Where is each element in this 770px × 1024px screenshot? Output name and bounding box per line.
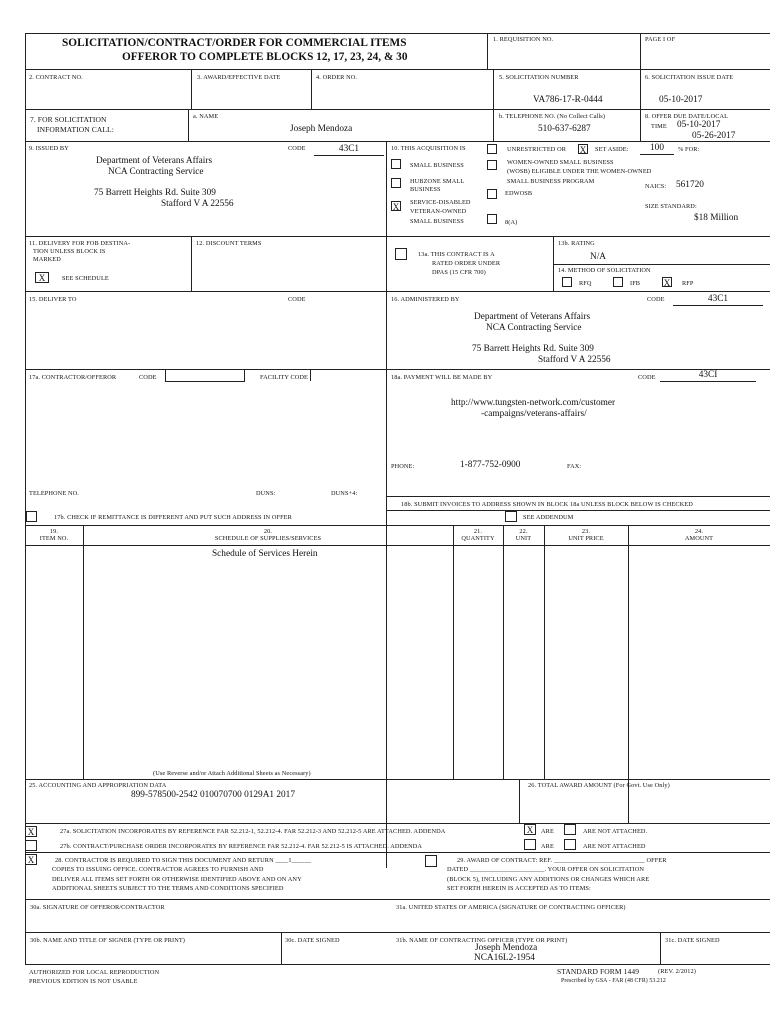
sdvosb-checkbox[interactable]: X	[392, 202, 400, 212]
contract-no-label: 2. CONTRACT NO.	[29, 74, 83, 81]
signature-offeror-label: 30a. SIGNATURE OF OFFEROR/CONTRACTOR	[30, 904, 165, 911]
see-schedule-label: SEE SCHEDULE	[62, 275, 109, 282]
col-item-no-num: 19.	[49, 528, 59, 535]
accounting-data: 899-578500-2542 010070700 0129A1 2017	[131, 790, 295, 800]
hubzone-label2: BUSINESS	[410, 186, 441, 193]
payment-label: 18a. PAYMENT WILL BE MADE BY	[391, 374, 493, 381]
clause-29-line1: 29. AWARD OF CONTRACT: REF. ____________________________ OFFER	[457, 857, 667, 864]
payment-url-line2[interactable]: -campaigns/veterans-affairs/	[481, 409, 587, 419]
for-label: % FOR:	[678, 146, 700, 153]
form-title-line1: SOLICITATION/CONTRACT/ORDER FOR COMMERCIAL ITEMS	[62, 37, 407, 49]
clause-29-line2: DATED _______________________. YOUR OFFER ON SOLICITATION	[447, 866, 645, 873]
clause-27a: 27a. SOLICITATION INCORPORATES BY REFERENCE FAR 52.212-1, 52.212-4. FAR 52.212-3 AND 52.212-5 ARE ATTACHED. ADDENDA	[60, 828, 446, 835]
submit-invoices-label: 18b. SUBMIT INVOICES TO ADDRESS SHOWN IN BLOCK 18a UNLESS BLOCK BELOW IS CHECKED	[401, 501, 693, 508]
admin-code-label: CODE	[647, 296, 665, 303]
col-unit-price: UNIT PRICE	[568, 535, 604, 542]
naics-code: 561720	[676, 180, 704, 190]
eight-a-label: 8(A)	[505, 219, 518, 226]
reverse-note: (Use Reverse and/or Attach Additional Sheets as Necessary)	[153, 770, 311, 777]
admin-code: 43C1	[673, 294, 763, 306]
issued-by-code-label: CODE	[288, 145, 306, 152]
footer-prev: PREVIOUS EDITION IS NOT USABLE	[29, 978, 138, 985]
sdvosb-label2: VETERAN-OWNED	[410, 208, 467, 215]
footer-rev: (REV. 2/2012)	[658, 968, 696, 975]
issue-date: 05-10-2017	[659, 95, 703, 105]
issuer-line1: Department of Veterans Affairs	[96, 156, 213, 166]
contractor-label: 17a. CONTRACTOR/OFFEROR	[29, 374, 117, 381]
rfp-checkbox[interactable]: X	[663, 278, 671, 288]
addenda-are-label: ARE	[541, 828, 554, 835]
addenda-are-not-label: ARE NOT ATTACHED.	[583, 828, 648, 835]
col-unit-price-num: 23.	[581, 528, 591, 535]
col-quantity-num: 21.	[473, 528, 483, 535]
contact-phone: 510-637-6287	[538, 124, 591, 134]
remittance-label: 17b. CHECK IF REMITTANCE IS DIFFERENT AND PUT SUCH ADDRESS IN OFFER	[54, 514, 292, 521]
rfp-label: RFP	[682, 280, 694, 287]
clause-28-line2: COPIES TO ISSUING OFFICE. CONTRACTOR AGREES TO FURNISH AND	[52, 866, 264, 873]
offer-due-label: 8. OFFER DUE DATE/LOCAL	[645, 113, 729, 120]
unrestricted-checkbox[interactable]	[487, 144, 497, 154]
eight-a-checkbox[interactable]	[487, 214, 497, 224]
footer-prescribed: Prescribed by GSA - FAR (48 CFR) 53.212	[561, 978, 666, 984]
acquisition-label: 10. THIS ACQUISITION IS	[391, 145, 466, 152]
col-unit: UNIT	[515, 535, 532, 542]
method-label: 14. METHOD OF SOLICITATION	[558, 267, 651, 274]
solicitation-no: VA786-17-R-0444	[533, 95, 603, 105]
rated-order-checkbox[interactable]	[395, 248, 407, 260]
issued-by-label: 9. ISSUED BY	[29, 145, 69, 152]
issued-by-code: 43C1	[314, 144, 384, 156]
wosb-label3: SMALL BUSINESS PROGRAM	[507, 178, 595, 185]
clause-27b-checkbox[interactable]	[25, 840, 37, 851]
unrestricted-label: UNRESTRICTED OR	[507, 146, 567, 153]
small-business-label: SMALL BUSINESS	[410, 162, 464, 169]
ifb-label: IFB	[630, 280, 641, 287]
solicitation-no-label: 5. SOLICITATION NUMBER	[499, 74, 579, 81]
delivery-label1: 11. DELIVERY FOR FOB DESTINA-	[29, 240, 131, 247]
edwosb-label: EDWOSB	[505, 190, 533, 197]
admin-line1: Department of Veterans Affairs	[474, 312, 591, 322]
sdvosb-label1: SERVICE-DISABLED	[410, 199, 471, 206]
clause-29-line4: SET FORTH HEREIN IS ACCEPTED AS TO ITEMS:	[447, 885, 591, 892]
wosb-label1: WOMEN-OWNED SMALL BUSINESS	[507, 159, 614, 166]
payment-fax-label: FAX:	[567, 463, 582, 470]
remittance-checkbox[interactable]	[26, 511, 37, 522]
schedule-text: Schedule of Services Herein	[212, 549, 318, 559]
total-award-label: 26. TOTAL AWARD AMOUNT (For Govt. Use Only)	[528, 782, 670, 789]
rfq-label: RFQ	[579, 280, 592, 287]
officer-name: Joseph Mendoza	[475, 943, 538, 953]
deliver-to-label: 15. DELIVER TO	[29, 296, 77, 303]
page-label: PAGE I OF	[645, 36, 676, 43]
ifb-checkbox[interactable]	[613, 277, 623, 287]
hubzone-checkbox[interactable]	[391, 178, 401, 188]
set-aside-label: SET ASIDE:	[595, 146, 629, 153]
payment-code-label: CODE	[638, 374, 656, 381]
order-no-label: 4. ORDER NO.	[316, 74, 358, 81]
officer-name-label: 31b. NAME OF CONTRACTING OFFICER (TYPE OR PRINT)	[396, 937, 568, 944]
clause-27b: 27b. CONTRACT/PURCHASE ORDER INCORPORATES BY REFERENCE FAR 52.212-4. FAR 52.212-5 IS ATTACHED. ADDENDA	[60, 843, 423, 850]
admin-line4: Stafford V A 22556	[538, 355, 611, 365]
size-standard: $18 Million	[694, 213, 739, 223]
form-title-line2: OFFEROR TO COMPLETE BLOCKS 12, 17, 23, 24, & 30	[122, 51, 408, 63]
col-schedule: SCHEDULE OF SUPPLIES/SERVICES	[214, 535, 322, 542]
duns4-label: DUNS+4:	[331, 490, 358, 497]
offer-due-date-2: 05-26-2017	[692, 131, 736, 141]
footer-form: STANDARD FORM 1449	[557, 967, 640, 976]
officer-id: NCA16L2-1954	[474, 953, 535, 963]
facility-code-box	[310, 370, 385, 381]
signer-date-label: 30c. DATE SIGNED	[285, 937, 340, 944]
offer-due-date: 05-10-2017	[677, 120, 721, 130]
award-date-label: 3. AWARD/EFFECTIVE DATE	[197, 74, 281, 81]
addenda-are-checkbox[interactable]: X	[524, 824, 536, 835]
deliver-to-code-label: CODE	[288, 296, 306, 303]
issuer-line3: 75 Barrett Heights Rd. Suite 309	[94, 188, 216, 198]
set-aside-checkbox[interactable]: X	[579, 145, 587, 155]
rating: N/A	[590, 252, 607, 262]
edwosb-checkbox[interactable]	[487, 189, 497, 199]
offer-due-time-label: TIME	[651, 123, 667, 130]
clause-28-line3: DELIVER ALL ITEMS SET FORTH OR OTHERWISE IDENTIFIED ABOVE AND ON ANY	[52, 876, 302, 883]
addenda-are-label-2: ARE	[541, 843, 554, 850]
col-amount-num: 24.	[694, 528, 704, 535]
issuer-line4: Stafford V A 22556	[161, 199, 234, 209]
name-label: a. NAME	[193, 113, 219, 120]
payment-code: 43CI	[660, 370, 756, 382]
addenda-are-not-checkbox[interactable]	[564, 824, 576, 835]
naics-label: NAICS:	[645, 183, 667, 190]
size-standard-label: SIZE STANDARD:	[645, 203, 697, 210]
telephone-no-label: TELEPHONE NO.	[29, 490, 79, 497]
clause-28-checkbox[interactable]: X	[25, 854, 37, 865]
clause-29-line3: (BLOCK 5), INCLUDING ANY ADDITIONS OR CHANGES WHICH ARE	[447, 876, 650, 883]
small-business-checkbox[interactable]	[391, 159, 401, 169]
sdvosb-label3: SMALL BUSINESS	[410, 218, 464, 225]
wosb-label2: (WOSB) ELIGIBLE UNDER THE WOMEN-OWNED	[507, 168, 652, 175]
addenda-are-not-label-2: ARE NOT ATTACHED	[583, 843, 646, 850]
see-schedule-checkbox[interactable]: X	[35, 272, 49, 283]
col-amount: AMOUNT	[684, 535, 714, 542]
requisition-no-label: 1. REQUISITION NO.	[493, 36, 554, 43]
see-addendum-checkbox[interactable]	[505, 511, 517, 522]
signature-officer-label: 31a. UNITED STATES OF AMERICA (SIGNATURE OF CONTRACTING OFFICER)	[396, 904, 626, 911]
col-item-no: ITEM NO.	[39, 535, 69, 542]
officer-date-label: 31c. DATE SIGNED	[665, 937, 720, 944]
payment-phone-label: PHONE:	[391, 463, 415, 470]
contractor-code-label: CODE	[139, 374, 157, 381]
wosb-checkbox[interactable]	[487, 160, 497, 170]
clause-28-line4: ADDITIONAL SHEETS SUBJECT TO THE TERMS AND CONDITIONS SPECIFIED	[52, 885, 284, 892]
col-schedule-num: 20.	[263, 528, 273, 535]
payment-phone: 1-877-752-0900	[460, 460, 521, 470]
signer-name-label: 30b. NAME AND TITLE OF SIGNER (TYPE OR PRINT)	[30, 937, 185, 944]
contractor-code-box	[165, 370, 245, 382]
addenda-are-not-checkbox-2[interactable]	[564, 839, 576, 850]
contact-name: Joseph Mendoza	[290, 124, 353, 134]
clause-27a-checkbox[interactable]: X	[25, 826, 37, 837]
telephone-label: b. TELEPHONE NO. (No Collect Calls)	[499, 113, 606, 120]
info-call-label1: 7. FOR SOLICITATION	[30, 115, 107, 124]
footer-auth: AUTHORIZED FOR LOCAL REPRODUCTION	[29, 969, 160, 976]
facility-code-label: FACILITY CODE	[260, 374, 308, 381]
col-quantity: QUANTITY	[461, 535, 495, 542]
admin-line3: 75 Barrett Heights Rd. Suite 309	[472, 344, 594, 354]
addenda-are-checkbox-2[interactable]	[524, 839, 536, 850]
col-unit-num: 22.	[519, 528, 528, 535]
hubzone-label1: HUBZONE SMALL	[410, 178, 465, 185]
payment-url-line1[interactable]: http://www.tungsten-network.com/customer	[451, 398, 616, 408]
see-addendum-label: SEE ADDENDUM	[523, 514, 574, 521]
duns-label: DUNS:	[256, 490, 276, 497]
clause-28-line1: 28. CONTRACTOR IS REQUIRED TO SIGN THIS DOCUMENT AND RETURN ____1______	[55, 857, 312, 864]
rated-label2: RATED ORDER UNDER	[432, 260, 501, 267]
discount-terms-label: 12. DISCOUNT TERMS	[196, 240, 262, 247]
set-aside-percent: 100	[640, 143, 674, 155]
delivery-label3: MARKED	[33, 256, 61, 263]
rating-label: 13b. RATING	[558, 240, 595, 247]
issue-date-label: 6. SOLICITATION ISSUE DATE	[645, 74, 734, 81]
accounting-label: 25. ACCOUNTING AND APPROPRIATION DATA	[29, 782, 167, 789]
clause-29-checkbox[interactable]	[425, 855, 437, 867]
info-call-label2: INFORMATION CALL:	[37, 125, 114, 134]
admin-line2: NCA Contracting Service	[486, 323, 582, 333]
rfq-checkbox[interactable]	[562, 277, 572, 287]
rated-label3: DPAS (15 CFR 700)	[432, 269, 486, 276]
issuer-line2: NCA Contracting Service	[108, 167, 204, 177]
administered-by-label: 16. ADMINISTERED BY	[391, 296, 460, 303]
delivery-label2: TION UNLESS BLOCK IS	[33, 248, 106, 255]
rated-label1: 13a. THIS CONTRACT IS A	[418, 251, 495, 258]
